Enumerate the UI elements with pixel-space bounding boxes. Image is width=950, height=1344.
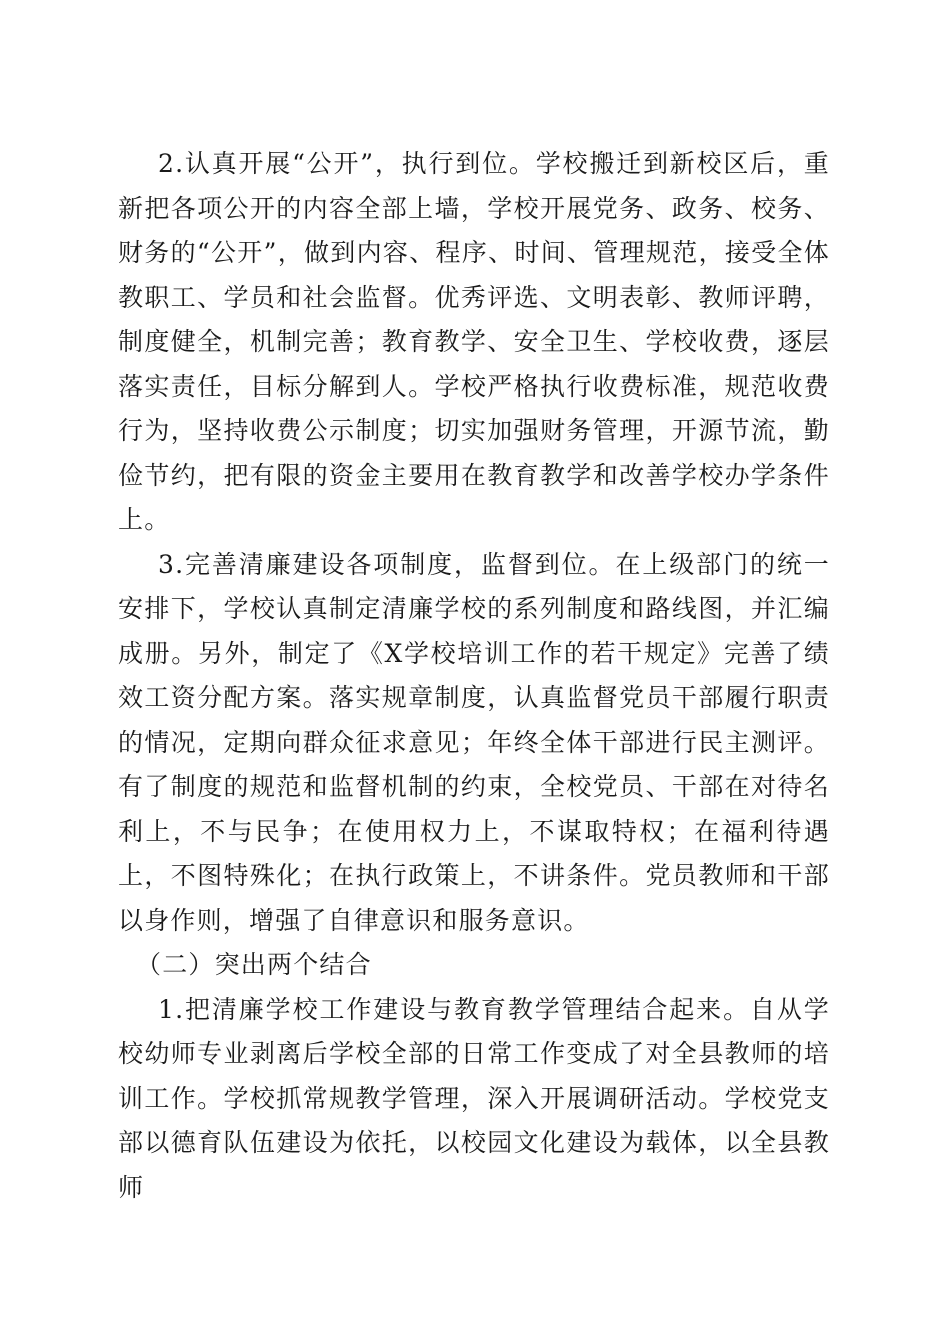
- paragraph-item-2: 2.认真开展“公开”，执行到位。学校搬迁到新校区后，重新把各项公开的内容全部上墙，学校开展党务、政务、校务、财务的“公开”，做到内容、程序、时间、管理规范，接受全体教职工、学员和社会监督。优秀评选、文明表彰、教师评聘，制度健全，机制完善；教育教学、安全卫生、学校收费，逐层落实责任，目标分解到人。学校严格执行收费标准，规范收费行为，坚持收费公示制度；切实加强财务管理，开源节流，勤俭节约，把有限的资金主要用在教育教学和改善学校办学条件上。: [118, 149, 830, 534]
- document-body: [118, 142, 830, 1210]
- paragraph-item-3: 3.完善清廉建设各项制度，监督到位。在上级部门的统一安排下，学校认真制定清廉学校的系列制度和路线图，并汇编成册。另外，制定了《X学校培训工作的若干规定》完善了绩效工资分配方案。落实规章制度，认真监督党员干部履行职责的情况，定期向群众征求意见；年终全体干部进行民主测评。有了制度的规范和监督机制的约束，全校党员、干部在对待名利上，不与民争；在使用权力上，不谋取特权；在福利待遇上，不图特殊化；在执行政策上，不讲条件。党员教师和干部以身作则，增强了自律意识和服务意识。: [118, 549, 830, 935]
- paragraph-item-1: 1.把清廉学校工作建设与教育教学管理结合起来。自从学校幼师专业剥离后学校全部的日常工作变成了对全县教师的培训工作。学校抓常规教学管理，深入开展调研活动。学校党支部以德育队伍建设为依托，以校园文化建设为载体，以全县教师: [118, 994, 830, 1202]
- section-heading: （二）突出两个结合: [136, 950, 372, 979]
